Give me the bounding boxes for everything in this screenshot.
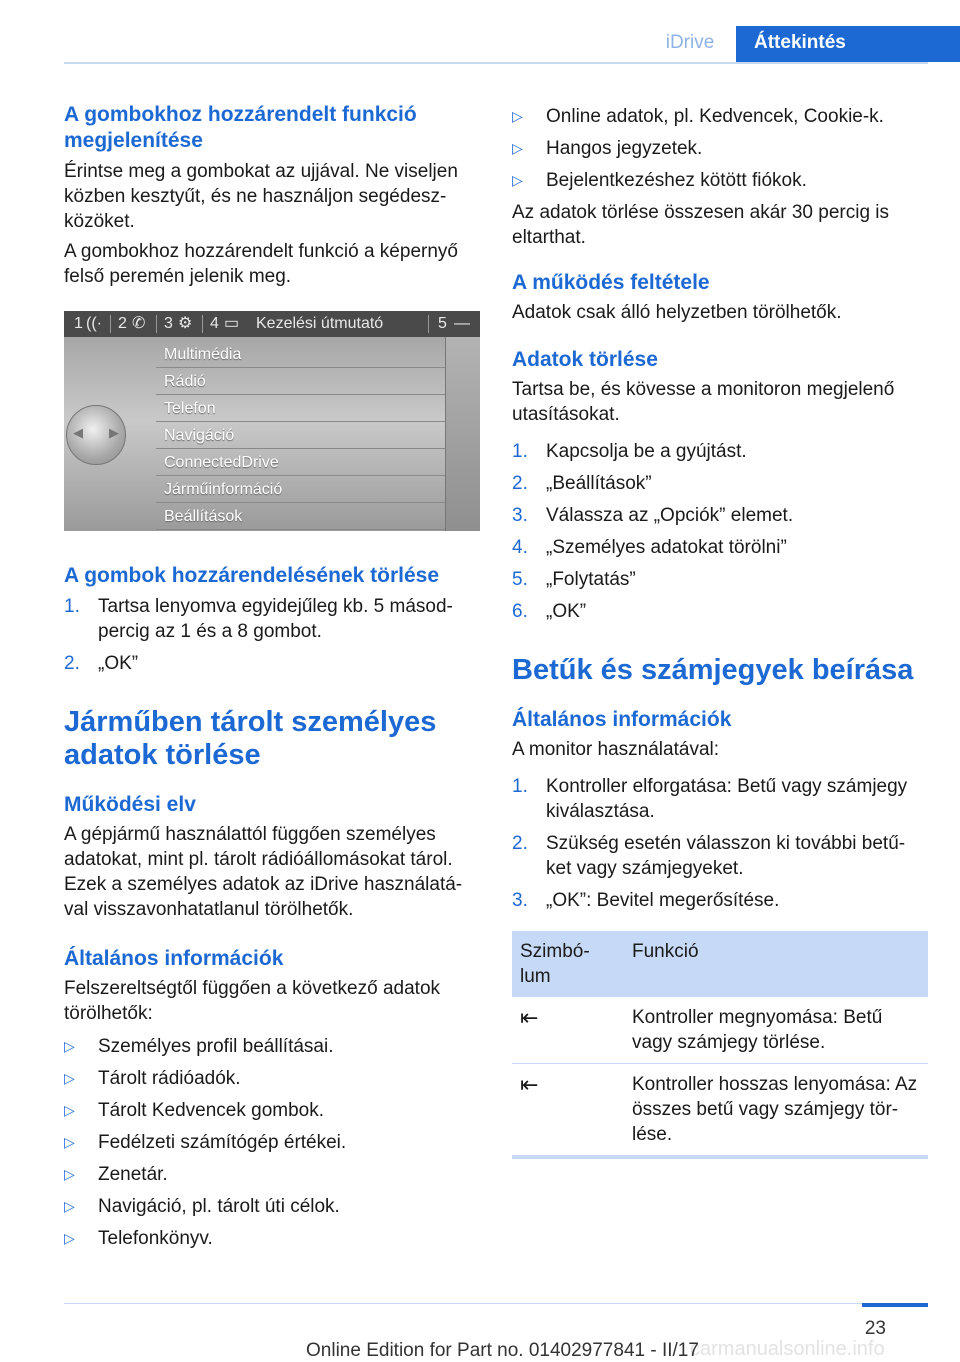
list-item: ▷ Hangos jegyzetek. xyxy=(512,138,703,159)
watermark: carmanualsonline.info xyxy=(690,1338,885,1360)
gear-icon: ⚙ xyxy=(178,315,193,332)
triangle-bullet-icon: ▷ xyxy=(64,1230,75,1246)
paragraph-display: A gombokhoz hozzárendelt funkció a képernyő felső peremén jelenik meg. xyxy=(64,241,458,287)
backspace-arrow-icon: ⇤ xyxy=(512,1064,624,1158)
right-column xyxy=(512,100,928,1159)
list-item: ▷ Navigáció, pl. tárolt úti célok. xyxy=(64,1196,340,1217)
input-steps xyxy=(512,774,928,913)
menu-item-multimedia: Multimédia xyxy=(156,343,446,368)
screen-menu xyxy=(156,343,446,531)
list-item: 1. Kapcsolja be a gyújtást. xyxy=(512,441,747,462)
idrive-screen-image xyxy=(64,311,480,531)
table-row xyxy=(512,1064,928,1158)
paragraph-duration: Az adatok törlése összesen akár 30 percig is eltarthat. xyxy=(512,202,890,248)
heading-principle: Működési elv xyxy=(64,793,196,816)
delete-assignment-steps xyxy=(64,594,480,676)
table-cell-function: Kontroller megnyomása: Betű vagy számjegy törlése. xyxy=(624,997,928,1064)
fav-button-3: 3 xyxy=(164,315,173,332)
menu-item-radio: Rádió xyxy=(156,370,446,395)
list-item: 3. Válassza az „Opciók” elemet. xyxy=(512,505,794,526)
screen-right-frame xyxy=(445,337,480,531)
menu-item-vehicle-info: Járműinformáció xyxy=(156,478,446,503)
divider xyxy=(428,315,429,333)
phone-icon: ✆ xyxy=(132,315,146,332)
triangle-bullet-icon: ▷ xyxy=(64,1038,75,1054)
fav-label-manual: Kezelési útmutató xyxy=(256,315,384,332)
table-cell-function: Kontroller hosszas lenyomása: Az összes betű vagy számjegy tör‐lése. xyxy=(624,1064,928,1158)
triangle-bullet-icon: ▷ xyxy=(64,1198,75,1214)
triangle-bullet-icon: ▷ xyxy=(64,1070,75,1086)
fav-button-2: 2 xyxy=(118,315,127,332)
paragraph-follow-instructions: Tartsa be, és kövesse a monitoron megjelenő utasításokat. xyxy=(512,379,895,425)
table-header-symbol: Szimbó‐lum xyxy=(512,931,624,997)
backspace-arrow-icon: ⇤ xyxy=(512,997,624,1064)
list-item: ▷ Személyes profil beállításai. xyxy=(64,1036,334,1057)
page-number: 23 xyxy=(864,1318,886,1339)
deletable-data-list-continued xyxy=(512,104,928,193)
triangle-bullet-icon: ▷ xyxy=(64,1134,75,1150)
left-column xyxy=(64,100,480,1258)
divider xyxy=(110,315,111,333)
delete-data-steps xyxy=(512,439,928,624)
heading-letters-digits: Betűk és számjegyek beírása xyxy=(512,654,914,686)
paragraph-deletable: Felszereltségtől függően a következő adatok törölhetők: xyxy=(64,978,441,1024)
triangle-bullet-icon: ▷ xyxy=(64,1102,75,1118)
heading-condition: A működés feltétele xyxy=(512,271,710,294)
fav-button-5: 5 xyxy=(438,315,447,332)
header-chapter-tab: Áttekintés xyxy=(736,26,960,62)
menu-item-settings: Beállítások xyxy=(156,505,446,530)
list-item: ▷ Tárolt Kedvencek gombok. xyxy=(64,1100,325,1121)
divider xyxy=(202,315,203,333)
screen-topbar xyxy=(64,311,480,337)
list-item: ▷ Online adatok, pl. Kedvencek, Cookie-k. xyxy=(512,106,884,127)
footer-rule xyxy=(64,1303,928,1304)
radio-icon: ((· xyxy=(86,315,102,332)
list-item: 4. „Személyes adatokat törölni” xyxy=(512,537,787,558)
paragraph-monitor-use: A monitor használatával: xyxy=(512,739,720,760)
triangle-bullet-icon: ▷ xyxy=(64,1166,75,1182)
paragraph-touch: Érintse meg a gombokat az ujjával. Ne viseljen közben kesztyűt, és ne használjon segédesz‐közöket. xyxy=(64,161,458,232)
manual-icon: ▭ xyxy=(224,315,240,332)
header-rule xyxy=(64,62,928,64)
table-header-row xyxy=(512,931,928,997)
empty-slot-icon: — xyxy=(454,315,470,332)
heading-delete-assignment: A gombok hozzárendelésének törlése xyxy=(64,564,439,587)
table-row xyxy=(512,997,928,1064)
menu-item-navigation: Navigáció xyxy=(156,424,446,449)
triangle-bullet-icon: ▷ xyxy=(512,172,523,188)
paragraph-principle: A gépjármű használattól függően személyes adatokat, mint pl. tárolt rádióállomásokat tárol. Ezek a személyes adatok az iDrive használatá‐val visszavonhatatlanul törölhetők. xyxy=(64,824,463,920)
deletable-data-list xyxy=(64,1034,480,1251)
list-item: ▷ Telefonkönyv. xyxy=(64,1228,213,1249)
page-number-tab xyxy=(862,1303,928,1307)
list-item: ▷ Zenetár. xyxy=(64,1164,168,1185)
edition-line: Online Edition for Part no. 01402977841 - II/17 xyxy=(306,1340,699,1361)
list-item: 1. Tartsa lenyomva egyidejűleg kb. 5 másod‐percig az 1 és a 8 gombot. xyxy=(64,596,453,642)
list-item: ▷ Fedélzeti számítógép értékei. xyxy=(64,1132,347,1153)
controller-knob-icon: ◀ ▶ xyxy=(66,405,126,465)
list-item: 1. Kontroller elforgatása: Betű vagy számjegy kiválasztása. xyxy=(512,776,908,822)
symbol-table xyxy=(512,931,928,1159)
list-item: 3. „OK”: Bevitel megerősítése. xyxy=(512,890,780,911)
triangle-bullet-icon: ▷ xyxy=(512,108,523,124)
list-item: 5. „Folytatás” xyxy=(512,569,636,590)
heading-button-functions: A gombokhoz hozzárendelt funkció megjelenítése xyxy=(64,103,417,152)
list-item: 6. „OK” xyxy=(512,601,587,622)
menu-item-phone: Telefon xyxy=(156,397,446,422)
list-item: 2. „Beállítások” xyxy=(512,473,652,494)
heading-general-info: Általános információk xyxy=(64,947,284,970)
heading-delete-data: Adatok törlése xyxy=(512,348,658,371)
list-item: 2. „OK” xyxy=(64,653,139,674)
heading-general-info-2: Általános információk xyxy=(512,708,732,731)
heading-delete-personal-data: Járműben tárolt személyes adatok törlése xyxy=(64,706,437,771)
divider xyxy=(156,315,157,333)
list-item: ▷ Tárolt rádióadók. xyxy=(64,1068,241,1089)
list-item: ▷ Bejelentkezéshez kötött fiókok. xyxy=(512,170,807,191)
table-header-function: Funkció xyxy=(624,931,928,997)
list-item: 2. Szükség esetén válasszon ki további betű‐ket vagy számjegyeket. xyxy=(512,833,906,879)
fav-button-1: 1 xyxy=(74,315,83,332)
triangle-bullet-icon: ▷ xyxy=(512,140,523,156)
fav-button-4: 4 xyxy=(210,315,219,332)
menu-item-connecteddrive: ConnectedDrive xyxy=(156,451,446,476)
paragraph-condition: Adatok csak álló helyzetben törölhetők. xyxy=(512,302,842,323)
header-section: iDrive xyxy=(665,32,715,53)
